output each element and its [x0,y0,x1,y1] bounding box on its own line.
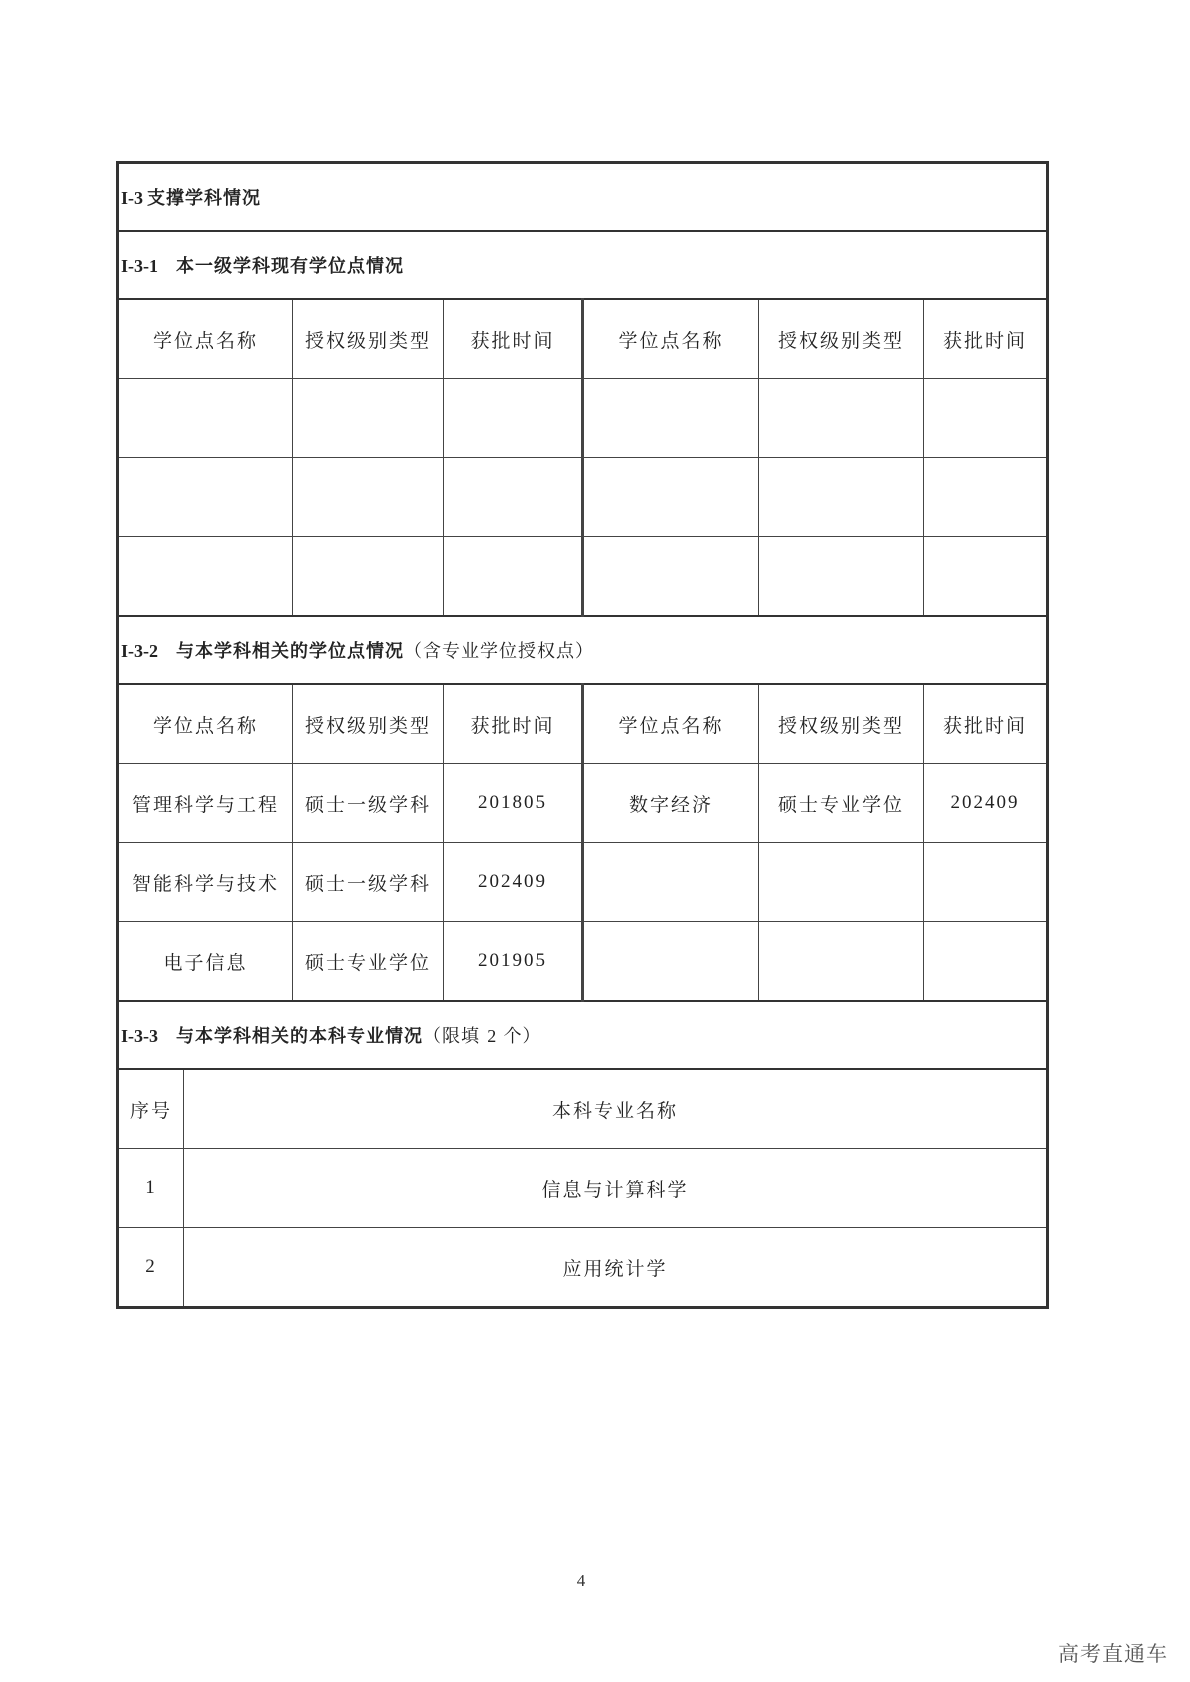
column-header: 授权级别类型 [759,299,924,379]
table-cell[interactable] [444,537,583,617]
column-header-major-name: 本科专业名称 [184,1069,1048,1149]
table-row [118,1228,1048,1308]
table-cell[interactable] [759,922,924,1002]
table-cell[interactable]: 201805 [444,764,583,843]
table-cell[interactable] [924,379,1048,458]
column-header: 授权级别类型 [759,684,924,764]
table-cell[interactable]: 201905 [444,922,583,1002]
table-cell[interactable]: 202409 [924,764,1048,843]
column-header: 获批时间 [444,299,583,379]
table-cell[interactable] [444,458,583,537]
table-cell[interactable]: 硕士专业学位 [759,764,924,843]
section-i3-1-header [118,231,1048,299]
section-i3-3-code: I-3-3 [121,1026,158,1046]
table-row [118,843,1048,922]
table-cell[interactable] [118,379,293,458]
section-i3-2-header [118,616,1048,684]
section-i3-1-header-row [118,299,1048,379]
section-i3-3-note-end: 个） [503,1026,542,1047]
section-i3-3-header [118,1001,1048,1069]
section-i3-2-code: I-3-2 [121,641,158,661]
table-cell[interactable] [924,537,1048,617]
section-i3-1-code: I-3-1 [121,256,158,276]
table-cell[interactable] [293,379,444,458]
table-row [118,379,1048,458]
section-i3-3-note-count: 2 [487,1026,497,1046]
section-i3-2-header-row [118,684,1048,764]
table-row [118,764,1048,843]
section-i3-3-header-row [118,1069,1048,1149]
section-i3-2-title: 与本学科相关的学位点情况 [176,641,404,662]
table-cell[interactable] [118,537,293,617]
table-cell[interactable] [759,537,924,617]
section-i3-code: I-3 [121,188,143,208]
section-i3-3-title: 与本学科相关的本科专业情况 [176,1026,423,1047]
table-cell[interactable]: 硕士专业学位 [293,922,444,1002]
table-cell[interactable] [583,379,759,458]
table-cell[interactable] [759,843,924,922]
subject-support-form [116,161,1049,1309]
column-header: 获批时间 [444,684,583,764]
table-cell[interactable]: 管理科学与工程 [118,764,293,843]
row-index: 2 [118,1228,184,1308]
column-header: 获批时间 [924,684,1048,764]
section-i3-title: 支撑学科情况 [147,188,261,209]
table-cell[interactable] [293,458,444,537]
table-cell[interactable]: 硕士一级学科 [293,764,444,843]
table-cell[interactable] [118,458,293,537]
table-cell[interactable]: 202409 [444,843,583,922]
table-cell[interactable] [444,379,583,458]
section-i3-header [118,163,1048,232]
table-cell[interactable]: 智能科学与技术 [118,843,293,922]
table-row [118,537,1048,617]
table-cell[interactable] [759,458,924,537]
watermark-text: 高考直通车 [1058,1642,1168,1666]
column-header: 学位点名称 [118,684,293,764]
column-header: 学位点名称 [583,684,759,764]
table-cell[interactable] [583,458,759,537]
table-cell[interactable] [293,537,444,617]
table-cell[interactable] [759,379,924,458]
table-cell[interactable] [924,843,1048,922]
page-number: 4 [576,1571,586,1590]
table-cell[interactable] [924,922,1048,1002]
table-row [118,458,1048,537]
column-header: 学位点名称 [583,299,759,379]
column-header: 授权级别类型 [293,299,444,379]
table-cell[interactable] [583,843,759,922]
table-cell[interactable] [924,458,1048,537]
section-i3-2-note: （含专业学位授权点） [404,641,594,662]
table-cell[interactable]: 数字经济 [583,764,759,843]
section-i3-3-note: （限填 [423,1026,480,1047]
table-cell[interactable]: 硕士一级学科 [293,843,444,922]
table-row [118,922,1048,1002]
table-cell[interactable] [583,922,759,1002]
column-header: 授权级别类型 [293,684,444,764]
major-name-cell[interactable]: 应用统计学 [184,1228,1048,1308]
column-header: 获批时间 [924,299,1048,379]
major-name-cell[interactable]: 信息与计算科学 [184,1149,1048,1228]
section-i3-1-title: 本一级学科现有学位点情况 [176,256,404,277]
column-header-index: 序号 [118,1069,184,1149]
table-cell[interactable]: 电子信息 [118,922,293,1002]
column-header: 学位点名称 [118,299,293,379]
table-cell[interactable] [583,537,759,617]
table-row [118,1149,1048,1228]
row-index: 1 [118,1149,184,1228]
